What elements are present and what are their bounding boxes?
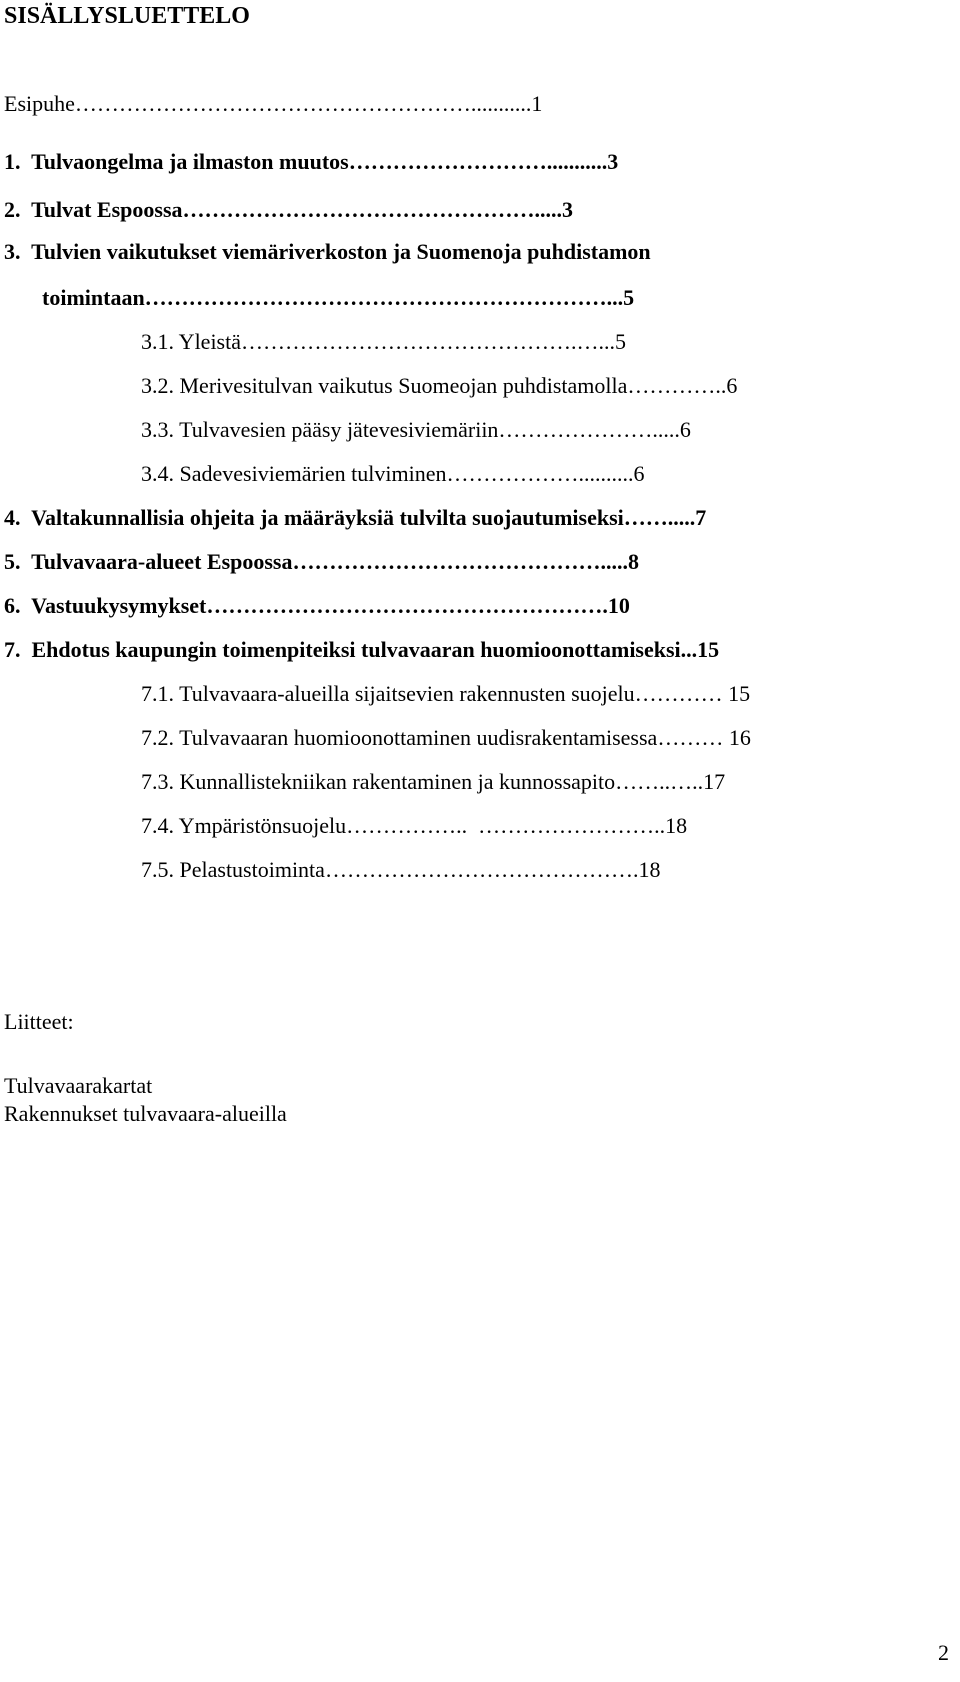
toc-entry: 3.4. Sadevesiviemärien tulviminen………………..........6 [141,461,645,486]
toc-entry: 7.2. Tulvavaaran huomioonottaminen uudisrakentamisessa……… 16 [141,725,751,750]
toc-entry: 3.3. Tulvavesien pääsy jätevesiviemäriin………………….....6 [141,417,691,442]
toc-entry: 7.4. Ympäristönsuojelu…………….. ……………………..18 [141,813,688,838]
toc-entry: 7.5. Pelastustoiminta…………………………………….18 [141,857,661,882]
attachments-heading: Liitteet: [4,1009,74,1034]
toc-entry: Esipuhe………………………………………………...........1 [4,91,543,116]
toc-entry: 4. Valtakunnallisia ohjeita ja määräyksiä tulvilta suojautumiseksi…….....7 [4,505,707,530]
toc-entry: 3. Tulvien vaikutukset viemäriverkoston ja Suomenoja puhdistamon [4,239,651,264]
toc-entry: 1. Tulvaongelma ja ilmaston muutos………………………...........3 [4,149,619,174]
page-number: 2 [938,1640,949,1665]
toc-entry: 7. Ehdotus kaupungin toimenpiteiksi tulvavaaran huomioonottamiseksi...15 [4,637,720,662]
toc-entry: 7.1. Tulvavaara-alueilla sijaitsevien rakennusten suojelu………… 15 [141,681,751,706]
attachment-item: Tulvavaarakartat [4,1073,153,1098]
attachment-item: Rakennukset tulvavaara-alueilla [4,1101,287,1126]
toc-entry: toimintaan………………………………………………………...5 [42,285,635,310]
toc-entry: 6. Vastuukysymykset……………………………………………….10 [4,593,630,618]
toc-entry: 7.3. Kunnallistekniikan rakentaminen ja kunnossapito……..…..17 [141,769,726,794]
page-title: SISÄLLYSLUETTELO [4,3,250,29]
toc-entry: 3.1. Yleistä……………………………………….…...5 [141,329,626,354]
toc-entry: 3.2. Merivesitulvan vaikutus Suomeojan puhdistamolla…………..6 [141,373,738,398]
toc-entry: 5. Tulvavaara-alueet Espoossa…………………………………….....8 [4,549,639,574]
toc-entry: 2. Tulvat Espoossa………………………………………….....3 [4,197,574,222]
